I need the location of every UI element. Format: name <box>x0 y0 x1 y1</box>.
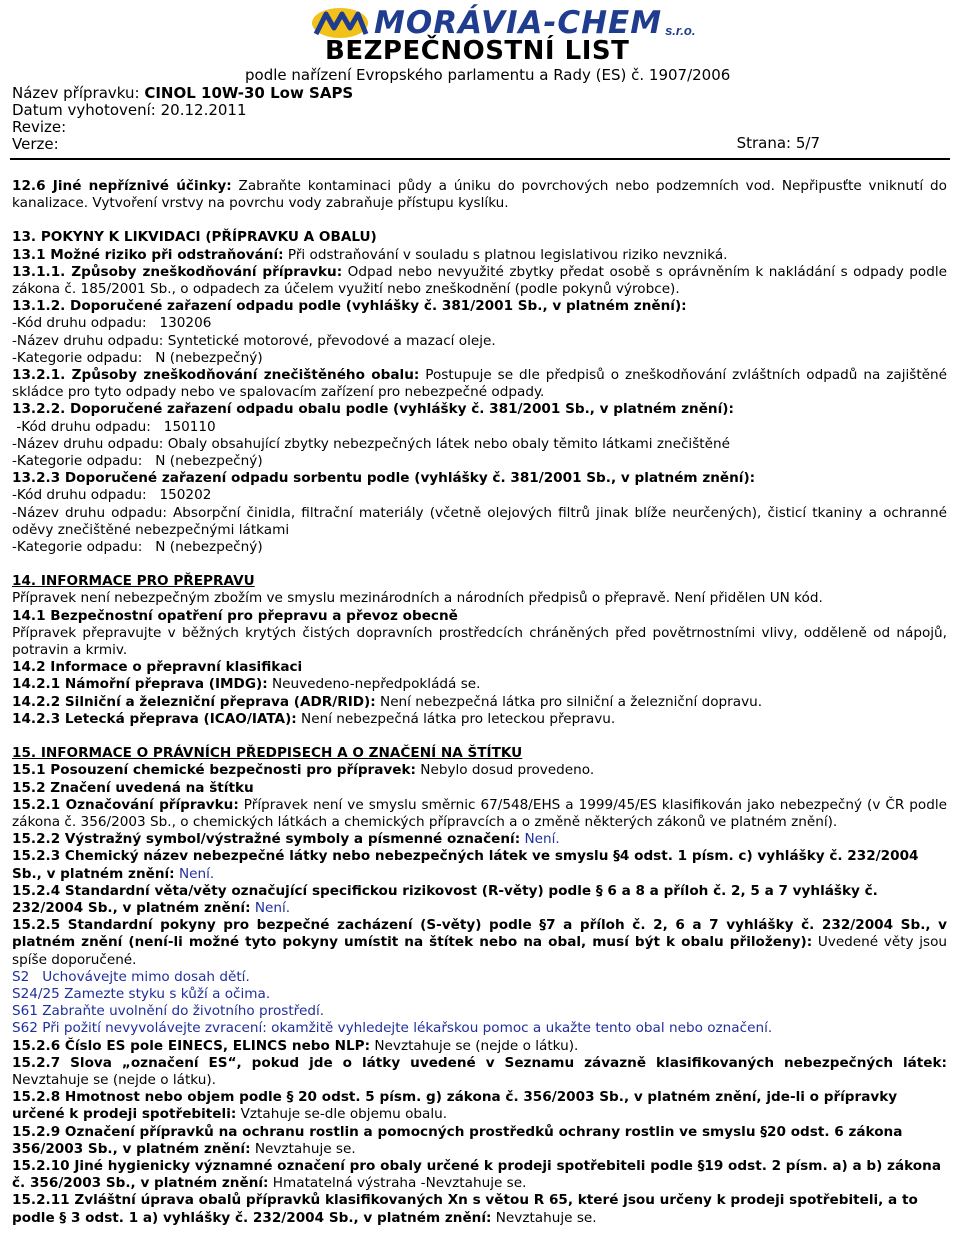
section-14-2-heading: 14.2 Informace o přepravní klasifikaci <box>12 659 303 676</box>
waste-2-name: -Název druhu odpadu: Obaly obsahující zbytky nebezpečných látek nebo obaly těmito látkami znečištěné <box>12 435 730 452</box>
section-14-title: 14. INFORMACE PRO PŘEPRAVU <box>12 573 255 590</box>
section-15-2-11-heading: 15.2.11 Zvláštní úprava obalů přípravků klasifikovaných Xn s větou R 65, které jsou určeny k prodeji spotřebiteli, a to podle § 3 odst. 1 a) vyhlášky č. 232/2004 Sb., v platném znění: <box>12 1192 918 1226</box>
section-13-2-1-text: Postupuje se dle předpisů o zneškodňování zvláštních odpadů na zajištěné skládce pro tyto odpady nebo ve spalovacím zařízení pro nebezpečné odpady. <box>12 367 947 401</box>
section-13-title: 13. POKYNY K LIKVIDACI (PŘÍPRAVKU A OBALU) <box>12 229 377 246</box>
section-15-2-5-text: Uvedené věty jsou spíše doporučené. <box>12 934 948 968</box>
section-14-2-3 <box>12 711 947 728</box>
section-15-2-3-heading: 15.2.3 Chemický název nebezpečné látky nebo nebezpečných látek ve smyslu §4 odst. 1 písm. c) vyhlášky č. 232/2004 Sb., v platném znění: <box>12 848 919 882</box>
section-13-2-2-heading: 13.2.2. Doporučené zařazení odpadu obalu podle (vyhlášky č. 381/2001 Sb. <box>12 401 590 418</box>
section-12-6-text: Zabraňte kontaminaci půdy a úniku do povrchových nebo podzemních vod. Nepřipusťte vniknutí do kanalizace. Vytvoření vrstvy na povrchu vody zabraňuje přístupu kyslíku. <box>12 178 947 212</box>
section-15-2-9 <box>12 1124 947 1158</box>
section-13-1 <box>12 247 947 264</box>
waste-1-name: -Název druhu odpadu: Syntetické motorové, převodové a mazací oleje. <box>12 332 496 349</box>
company-logo-suffix: s.r.o. <box>665 23 696 38</box>
document-title: BEZPEČNOSTNÍ LIST <box>325 36 630 66</box>
section-15-2-1 <box>12 797 947 831</box>
section-14-2-1-heading: 14.2.1 Námořní přeprava (IMDG): <box>12 676 268 693</box>
company-logo-icon <box>310 6 370 40</box>
section-15-2-5-heading: 15.2.5 Standardní pokyny pro bezpečné zacházení (S-věty) podle §7 a příloh č. 2, 6 a 7 vyhlášky č. 232/2004 Sb., v platném znění (není-li možné tyto pokyny umístit na štítek nebo na obal, musí být k obalu přiloženy): <box>12 917 947 951</box>
product-name-line <box>12 84 353 102</box>
section-15-2-6 <box>12 1038 947 1055</box>
section-14-2-2 <box>12 694 947 711</box>
section-15-2-heading: 15.2 Značení uvedená na štítku <box>12 779 254 796</box>
section-14-2-3-text: Není nebezpečná látka pro leteckou přepravu. <box>296 710 616 727</box>
section-15-2-4-heading: 15.2.4 Standardní věta/věty označující specifickou rizikovost (R-věty) podle § 6 a 8 a příloh č. 2, 5 a 7 vyhlášky č. 232/2004 Sb., v platném znění: <box>12 882 878 916</box>
section-15-2-2 <box>12 831 947 848</box>
section-15-2-4-value: Není. <box>250 899 291 916</box>
section-14-1-text: Přípravek přepravujte v běžných krytých čistých dopravních prostředcích chráněných před povětrnostními vlivy, odděleně od nápojů, potravin a krmiv. <box>12 624 947 659</box>
section-14-2-1 <box>12 676 947 693</box>
issue-date-value: 20.12.2011 <box>160 101 247 119</box>
section-13-2-3-heading-cont: , v platném znění): <box>610 470 756 487</box>
section-15-2-2-heading: 15.2.2 Výstražný symbol/výstražné symboly a písmenné označení: <box>12 831 521 848</box>
section-15-2-6-heading: 15.2.6 Číslo ES pole EINECS, ELINCS nebo NLP: <box>12 1037 371 1054</box>
header-divider <box>10 158 950 160</box>
section-15-2-8 <box>12 1089 947 1123</box>
waste-2-category: -Kategorie odpadu: N (nebezpečný) <box>12 453 263 470</box>
section-15-2-4 <box>12 883 947 917</box>
waste-1-category: -Kategorie odpadu: N (nebezpečný) <box>12 349 263 366</box>
section-14-2-2-heading: 14.2.2 Silniční a železniční přeprava (ADR/RID): <box>12 693 376 710</box>
revision-label: Revize: <box>12 118 67 136</box>
waste-1-code: -Kód druhu odpadu: 130206 <box>12 315 212 332</box>
section-14-intro: Přípravek není nebezpečným zbožím ve smyslu mezinárodních a národních předpisů o přepravě. Není přidělen UN kód. <box>12 590 823 607</box>
company-logo-text: MORÁVIA-CHEM <box>374 5 663 41</box>
section-13-1-1-heading: 13.1.1. Způsoby zneškodňování přípravku: <box>12 263 343 280</box>
issue-date-line <box>12 101 247 119</box>
section-14-2-3-heading: 14.2.3 Letecká přeprava (ICAO/IATA): <box>12 710 297 727</box>
product-name-value: CINOL 10W-30 Low SAPS <box>144 84 354 102</box>
section-15-2-3 <box>12 848 947 882</box>
section-15-2-1-heading: 15.2.1 Označování přípravku: <box>12 796 239 813</box>
section-15-1-heading: 15.1 Posouzení chemické bezpečnosti pro přípravek: <box>12 762 416 779</box>
s-phrase-item: S61 Zabraňte uvolnění do životního prostředí. <box>12 1003 325 1020</box>
section-13-1-1-text: Odpad nebo nevyužité zbytky předat osobě s oprávněním k nakládání s odpady podle zákona č. 185/2001 Sb. <box>12 263 947 298</box>
section-15-1-text: Nebylo dosud provedeno. <box>415 762 595 779</box>
section-13-2-1-heading: 13.2.1. Způsoby zneškodňování znečištěného obalu: <box>12 367 420 384</box>
waste-2-code: -Kód druhu odpadu: 150110 <box>12 418 216 435</box>
page-number: Strana: 5/7 <box>736 134 820 152</box>
section-13-2-1 <box>12 367 947 401</box>
section-15-2-7-heading: 15.2.7 Slova „označení ES“, pokud jde o látky uvedené v Seznamu závazně klasifikovaných nebezpečných látek: <box>12 1054 947 1071</box>
section-12-6-heading: 12.6 Jiné nepříznivé účinky: <box>12 178 232 194</box>
section-15-2-7 <box>12 1055 947 1089</box>
waste-3-name: -Název druhu odpadu: Absorpční činidla, filtrační materiály (včetně olejových filtrů jinak blíže neurčených), čisticí tkaniny a ochranné oděvy znečištěné nebezpečnými látkami <box>12 504 947 538</box>
section-15-2-9-heading: 15.2.9 Označení přípravků na ochranu rostlin a pomocných prostředků ochrany rostlin ve smyslu §20 odst. 6 zákona 356/2003 Sb., v platném znění: <box>12 1123 903 1157</box>
section-15-2-2-value: Není. <box>520 831 560 848</box>
section-13-1-2 <box>12 298 947 315</box>
section-15-2-5 <box>12 917 947 969</box>
s-phrase-item: S2 Uchovávejte mimo dosah dětí. <box>12 968 250 985</box>
section-13-2-3 <box>12 470 947 487</box>
product-name-label: Název přípravku: <box>12 84 140 102</box>
section-15-2-3-value: Není. <box>174 865 215 882</box>
section-14-2-2-text: Není nebezpečná látka pro silniční a železniční dopravu. <box>375 693 763 710</box>
document-body <box>12 178 947 1227</box>
section-15-1 <box>12 762 947 779</box>
section-15-2-9-text: Nevztahuje se. <box>250 1140 356 1157</box>
section-13-2-3-heading: 13.2.3 Doporučené zařazení odpadu sorbentu podle (vyhlášky č. 381/2001 Sb. <box>12 470 611 487</box>
section-15-2-11 <box>12 1192 947 1226</box>
s-phrase-item: S24/25 Zamezte styku s kůží a očima. <box>12 985 271 1002</box>
section-13-2-2 <box>12 401 947 418</box>
section-12-6 <box>12 178 947 212</box>
section-15-2-10-heading: 15.2.10 Jiné hygienicky významné označení pro obaly určené k prodeji spotřebiteli podle §19 odst. 2 písm. a) a b) zákona č. 356/2003 Sb., v platném znění: <box>12 1157 941 1192</box>
section-14-2-1-text: Neuvedeno-nepředpokládá se. <box>267 676 481 693</box>
section-15-2-1-text: Přípravek není ve smyslu směrnic 67/548/EHS a 1999/45/ES klasifikován jako nebezpečný (v ČR podle zákona č. 356/2003 Sb., o chemických látkách a chemických přípravcích a o změně některých zákonů ve platném znění). <box>12 796 948 830</box>
section-15-2-8-text: Vztahuje se-dle objemu obalu. <box>236 1106 448 1123</box>
regulation-reference: podle nařízení Evropského parlamentu a Rady (ES) č. 1907/2006 <box>245 66 731 84</box>
issue-date-label: Datum vyhotovení: <box>12 101 156 119</box>
section-13-2-2-heading-cont: , v platném znění): <box>589 401 734 418</box>
section-13-1-1 <box>12 264 947 298</box>
version-label: Verze: <box>12 135 59 153</box>
section-13-1-heading: 13.1 Možné riziko při odstraňování: <box>12 246 284 263</box>
s-phrase-item: S62 Při požití nevyvolávejte zvracení: okamžitě vyhledejte lékařskou pomoc a ukažte tento obal nebo označení. <box>12 1020 773 1037</box>
section-14-1-heading: 14.1 Bezpečnostní opatření pro přepravu a převoz obecně <box>12 607 458 624</box>
waste-3-code: -Kód druhu odpadu: 150202 <box>12 487 212 504</box>
section-15-2-6-text: Nevztahuje se (nejde o látku). <box>370 1037 579 1054</box>
document-header <box>0 0 960 160</box>
section-15-2-8-heading: 15.2.8 Hmotnost nebo objem podle § 20 odst. 5 písm. g) zákona č. 356/2003 Sb., v platném znění, jde-li o přípravky určené k prodeji spotřebiteli: <box>12 1089 898 1123</box>
waste-3-category: -Kategorie odpadu: N (nebezpečný) <box>12 539 263 556</box>
section-15-2-10 <box>12 1158 947 1192</box>
section-15-title: 15. INFORMACE O PRÁVNÍCH PŘEDPISECH A O ZNAČENÍ NA ŠTÍTKU <box>12 745 523 762</box>
section-13-1-1-text-cont: , o odpadech za účelem využití nebo zneškodnění (podle pokynů výrobce). <box>171 281 680 298</box>
section-13-1-text: Při odstraňování v souladu s platnou legislativou riziko nevzniká. <box>283 246 728 263</box>
section-13-1-2-heading: 13.1.2. Doporučené zařazení odpadu podle (vyhlášky č. 381/2001 Sb. <box>12 298 543 315</box>
section-13-1-2-heading-cont: , v platném znění): <box>542 298 687 315</box>
section-15-2-7-text: Nevztahuje se (nejde o látku). <box>12 1071 216 1088</box>
section-15-2-11-text: Nevztahuje se. <box>491 1209 597 1226</box>
section-15-2-10-text: Hmatatelná výstraha -Nevztahuje se. <box>268 1175 527 1192</box>
